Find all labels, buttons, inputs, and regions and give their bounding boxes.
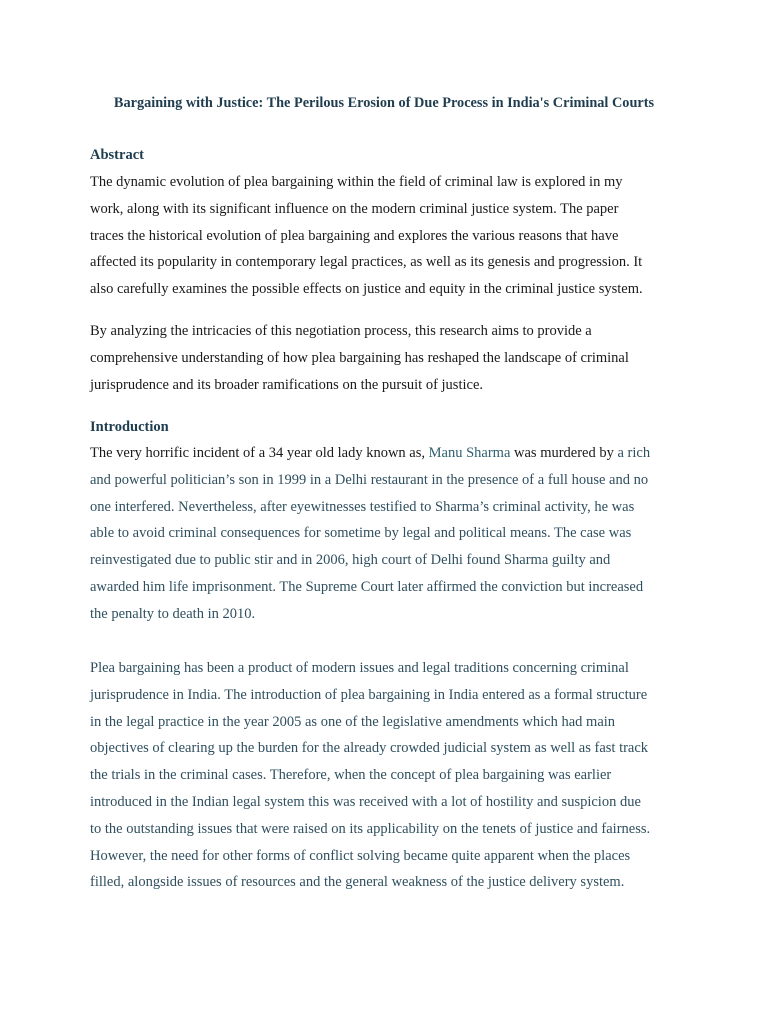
text-line: awarded him life imprisonment. The Supreme Court later affirmed the conviction but increased [90,578,644,595]
text-line: in the legal practice in the year 2005 as one of the legislative amendments which had main [90,713,616,730]
text-line: one interfered. Nevertheless, after eyewitnesses testified to Sharma’s criminal activity, he was [90,498,635,515]
text-line: jurisprudence in India. The introduction of plea bargaining in India entered as a formal structure [90,686,648,703]
document-title: Bargaining with Justice: The Perilous Erosion of Due Process in India's Criminal Courts [113,95,655,111]
text-line: By analyzing the intricacies of this negotiation process, this research aims to provide a [90,323,592,339]
abstract-heading: Abstract [90,147,144,163]
text-line: However, the need for other forms of conflict solving became quite apparent when the places [90,847,631,864]
text-line [90,440,690,467]
intro-line1-middle: was murdered by [510,445,618,461]
text-line: the penalty to death in 2010. [90,605,256,622]
text-line: the trials in the criminal cases. Therefore, when the concept of plea bargaining was earlier [90,767,612,784]
manu-sharma-link[interactable]: Manu Sharma [428,445,511,461]
text-line: filled, alongside issues of resources and the general weakness of the justice delivery system. [90,874,625,891]
text-line: affected its popularity in contemporary legal practices, as well as its genesis and progression. It [90,254,643,271]
intro-line1-prefix: The very horrific incident of a 34 year old lady known as, [90,445,429,461]
text-line: comprehensive understanding of how plea bargaining has reshaped the landscape of criminal [90,349,629,366]
text-line: jurisprudence and its broader ramifications on the pursuit of justice. [90,376,484,393]
text-line: introduced in the Indian legal system this was received with a lot of hostility and suspicion due [90,793,641,810]
introduction-heading: Introduction [90,419,169,435]
text-line: able to avoid criminal consequences for sometime by legal and political means. The case was [90,525,632,542]
text-line: and powerful politician’s son in 1999 in a Delhi restaurant in the presence of a full house and no [90,471,649,488]
text-line: Plea bargaining has been a product of modern issues and legal traditions concerning criminal [90,660,629,676]
text-line: reinvestigated due to public stir and in 2006, high court of Delhi found Sharma guilty and [90,552,611,569]
abstract-paragraph-1 [90,169,690,303]
abstract-paragraph-2 [90,318,690,398]
text-line: work, along with its significant influence on the modern criminal justice system. The paper [90,200,619,217]
text-line: objectives of clearing up the burden for the already crowded judicial system as well as fast track [90,740,649,757]
introduction-paragraph-2 [90,655,690,896]
intro-line1-suffix: a rich [617,445,651,461]
introduction-paragraph-1 [90,440,690,628]
text-line: traces the historical evolution of plea bargaining and explores the various reasons that have [90,227,619,244]
text-line: to the outstanding issues that were raised on its applicability on the tenets of justice and fairness. [90,820,651,837]
text-line: also carefully examines the possible effects on justice and equity in the criminal justice system. [90,281,643,298]
text-line: The dynamic evolution of plea bargaining within the field of criminal law is explored in my [90,174,623,190]
